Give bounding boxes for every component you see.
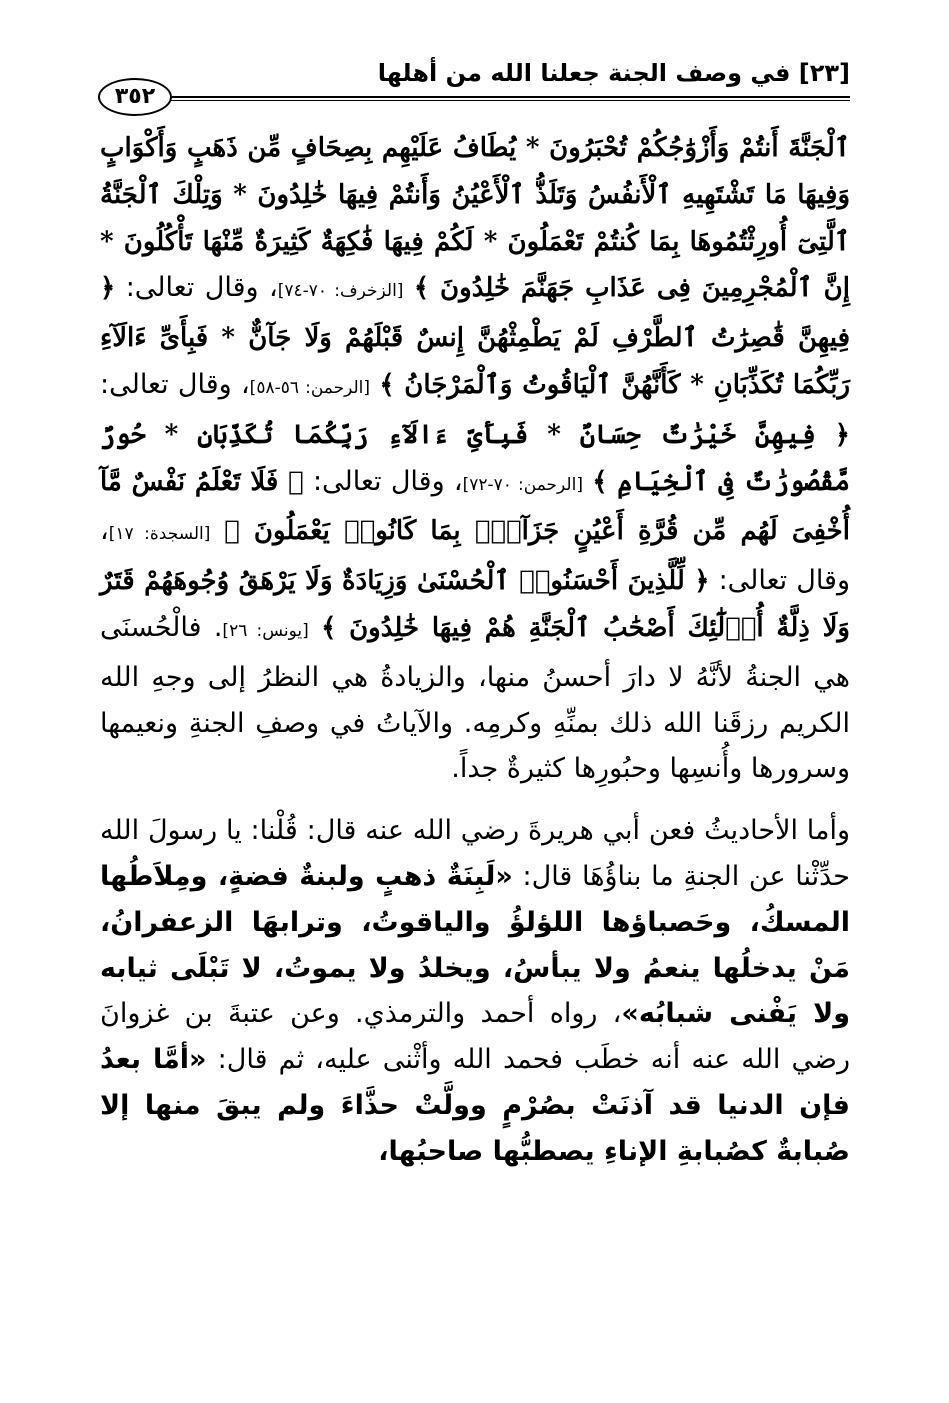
paragraph-quran-verses [100, 125, 850, 792]
body-text: ، وقال تعالى: [100, 515, 850, 597]
page-header [98, 58, 850, 108]
verse-reference: [الرحمن: ٥٦-٥٨] [249, 377, 371, 398]
quran-verse: ﴿ فِيهِنَّ قَٰصِرَٰتُ ٱلطَّرْفِ لَمْ يَطْمِثْهُنَّ إِنسٌ قَبْلَهُمْ وَلَا جَآنٌّ * فَبِأَىِّ ءَالَآءِ رَبِّكُمَا تُكَذِّبَانِ * كَأَنَّهُنَّ ٱلْيَاقُوتُ وَٱلْمَرْجَانُ ﴾ [100, 273, 851, 400]
chapter-title: [٢٣] في وصف الجنة جعلنا الله من أهلها [377, 59, 850, 87]
hadith-quote: «لَبِنَةٌ ذهبٍ ولبنةٌ فضةٍ، ومِلاَطُها المسكُ، وحَصباؤها اللؤلؤُ والياقوتُ، وترابهَا الزعفرانُ، مَنْ يدخلُها ينعمُ ولا يبأسُ، ويخلدُ ولا يموتُ، لا تَبْلَى ثيابه ولا يَفْنى شبابُه» [100, 860, 850, 1030]
body-text: . فالْحُسنَى هي الجنةُ لأنَّهُ لا دارَ أحسنُ منها، والزيادةُ هي النظرُ إلى وجهِ الله الكريم رزقَنا الله ذلك بمنِّهِ وكرمِه. والآياتُ في وصفِ الجنةِ ونعيمها وسرورها وأُنسِها وحبُورِها كثيرةٌ جداً. [100, 611, 850, 785]
verse-reference: [يونس: ٢٦] [222, 620, 309, 641]
body-text: ، وقال تعالى: [100, 368, 250, 400]
quran-verse: ﴿ لِّلَّذِينَ أَحْسَنُوا۟ ٱلْحُسْنَىٰ وَزِيَادَةٌ وَلَا يَرْهَقُ وُجُوهَهُمْ قَتَرٌ وَلَا ذِلَّةٌ أُو۟لَٰٓئِكَ أَصْحَٰبُ ٱلْجَنَّةِ هُمْ فِيهَا خَٰلِدُونَ ﴾ [100, 566, 850, 643]
body-text: ، وقال تعالى: [125, 272, 278, 304]
body-text: ، رواه أحمد والترمذي. وعن عتبةَ بن غزوانَ رضي الله عنه أنه خطَب فحمد الله وأثْنى عليه، ثم قال: [100, 998, 850, 1076]
quran-verse: ﴿ فِيهِنَّ خَيْرَٰتٌ حِسَانٌ * فَبِأَىِّ ءَالَآءِ رَبِّكُمَا تُكَذِّبَانِ * حُورٌ مَّقْصُورَٰتٌ فِى ٱلْخِيَامِ ﴾ [100, 419, 851, 497]
body-text: ، وقال تعالى: [312, 465, 463, 497]
verse-reference: [السجدة: ١٧] [108, 524, 211, 545]
verse-reference: [الزخرف: ٧٠-٧٤] [277, 281, 404, 302]
quran-verse: ٱلْجَنَّةَ أَنتُمْ وَأَزْوَٰجُكُمْ تُحْبَرُونَ * يُطَافُ عَلَيْهِم بِصِحَافٍ مِّن ذَهَبٍ وَأَكْوَابٍ وَفِيهَا مَا تَشْتَهِيهِ ٱلْأَنفُسُ وَتَلَذُّ ٱلْأَعْيُنُ وَأَنتُمْ فِيهَا خَٰلِدُونَ * وَتِلْكَ ٱلْجَنَّةُ ٱلَّتِىٓ أُورِثْتُمُوهَا بِمَا كُنتُمْ تَعْمَلُونَ * لَكُمْ فِيهَا فَٰكِهَةٌ كَثِيرَةٌ مِّنْهَا تَأْكُلُونَ * إِنَّ ٱلْمُجْرِمِينَ فِى عَذَابِ جَهَنَّمَ خَٰلِدُونَ ﴾ [100, 133, 850, 304]
page-number: ٣٥٢ [98, 78, 172, 116]
paragraph-hadith [100, 808, 850, 1174]
hadith-quote: «أمَّا بعدُ فإن الدنيا قد آذنَتْ بصُرْمٍ وولَّتْ حذَّاءَ ولم يبقَ منها إلا صُبابةٌ كصُبابةِ الإناءِ يصطبُّها صاحبُها، [100, 1044, 850, 1167]
quran-verse: ﴿ فَلَا تَعْلَمُ نَفْسٌ مَّآ أُخْفِىَ لَهُم مِّن قُرَّةِ أَعْيُنٍ جَزَآءًۢ بِمَا كَانُوا۟ يَعْمَلُونَ ﴾ [100, 466, 850, 547]
page-body [100, 125, 850, 1175]
header-divider [160, 96, 850, 101]
body-text: وأما الأحاديثُ فعن أبي هريرةَ رضي الله عنه قال: قُلْنا: يا رسولَ الله حدِّثْنا عن الجنةِ ما بناؤُهَا قال: [100, 815, 850, 892]
verse-reference: [الرحمن: ٧٠-٧٢] [462, 474, 583, 495]
